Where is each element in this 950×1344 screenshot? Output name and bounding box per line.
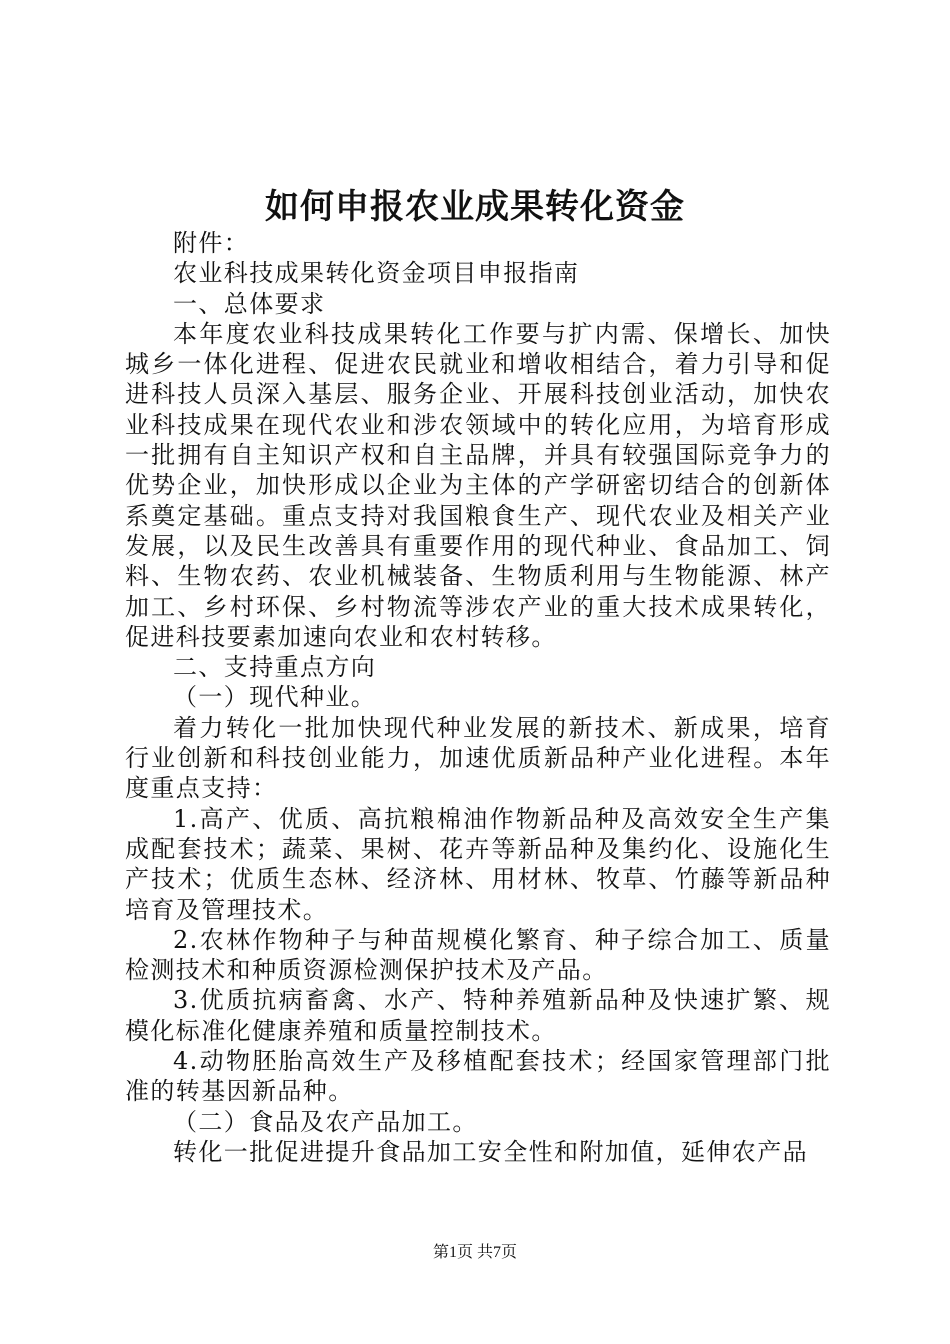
paragraph: 农业科技成果转化资金项目申报指南 <box>173 259 580 288</box>
list-item: 4.动物胚胎高效生产及移植配套技术；经国家管理部门批准的转基因新品种。 <box>125 1047 831 1106</box>
section-heading: 一、总体要求 <box>173 289 326 318</box>
paragraph: 着力转化一批加快现代种业发展的新技术、新成果，培育行业创新和科技创业能力，加速优质新品种产业化进程。本年度重点支持： <box>125 713 831 803</box>
subsection-heading: （一）现代种业。 <box>173 683 377 712</box>
subsection-heading: （二）食品及农产品加工。 <box>173 1107 478 1136</box>
paragraph: 附件： <box>173 229 250 257</box>
paragraph: 转化一批促进提升食品加工安全性和附加值，延伸农产品 <box>173 1137 808 1166</box>
document-body <box>125 228 831 1167</box>
list-item: 2.农林作物种子与种苗规模化繁育、种子综合加工、质量检测技术和种质资源检测保护技术及产品。 <box>125 925 831 985</box>
document-title: 如何申报农业成果转化资金 <box>265 187 685 227</box>
page-footer: 第1页 共7页 <box>432 1244 517 1261</box>
list-item: 1.高产、优质、高抗粮棉油作物新品种及高效安全生产集成配套技术；蔬菜、果树、花卉等新品种及集约化、设施化生产技术；优质生态林、经济林、用材林、牧草、竹藤等新品种培育及管理技术。 <box>125 804 831 924</box>
paragraph: 本年度农业科技成果转化工作要与扩内需、保增长、加快城乡一体化进程、促进农民就业和增收相结合，着力引导和促进科技人员深入基层、服务企业、开展科技创业活动，加快农业科技成果在现代农业和涉农领域中的转化应用，为培育形成一批拥有自主知识产权和自主品牌，并具有较强国际竞争力的优势企业，加快形成以企业为主体的产学研密切结合的创新体系奠定基础。重点支持对我国粮食生产、现代农业及相关产业发展，以及民生改善具有重要作用的现代种业、食品加工、饲料、生物农药、农业机械装备、生物质利用与生物能源、林产加工、乡村环保、乡村物流等涉农产业的重大技术成果转化，促进科技要素加速向农业和农村转移。 <box>125 319 831 651</box>
list-item: 3.优质抗病畜禽、水产、特种养殖新品种及快速扩繁、规模化标准化健康养殖和质量控制技术。 <box>125 986 831 1045</box>
section-heading: 二、支持重点方向 <box>173 653 377 682</box>
